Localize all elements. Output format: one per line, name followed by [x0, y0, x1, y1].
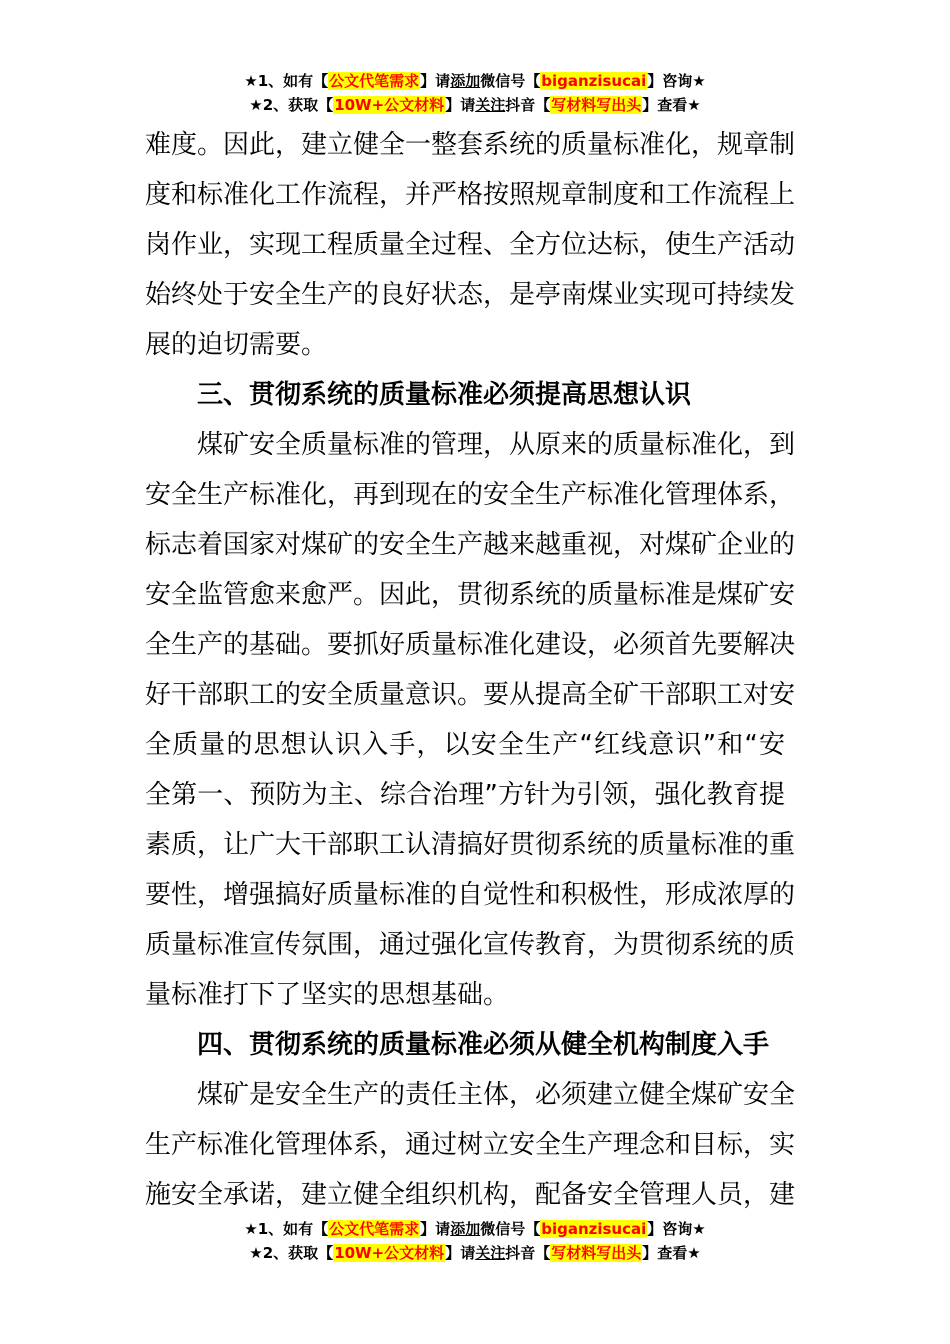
banner-underlined: 关注	[475, 96, 506, 114]
text-line: 全第一、预防为主、综合治理”方针为引领，强化教育提	[145, 780, 785, 810]
paragraph-3	[145, 1070, 796, 1220]
text-line: 量标准打下了坚实的思想基础。	[145, 980, 510, 1010]
text-line: 全生产的基础。要抓好质量标准化建设，必须首先要解决	[145, 630, 796, 660]
text-line: 生产标准化管理体系，通过树立安全生产理念和目标，实	[145, 1130, 796, 1160]
banner-highlight: 10W+公文材料	[334, 96, 445, 114]
header-banner	[0, 70, 950, 118]
text-line: 煤矿安全质量标准的管理，从原来的质量标准化，到	[197, 430, 796, 460]
section-heading-4: 四、贯彻系统的质量标准必须从健全机构制度入手	[197, 1030, 770, 1060]
banner-text: 】咨询★	[647, 72, 706, 90]
text-line: 安全监管愈来愈严。因此，贯彻系统的质量标准是煤矿安	[145, 580, 796, 610]
banner-text: ★1、如有【	[244, 72, 329, 90]
banner-text: 】请	[420, 72, 451, 90]
text-line: 标志着国家对煤矿的安全生产越来越重视，对煤矿企业的	[145, 530, 796, 560]
text-line: 始终处于安全生产的良好状态，是亭南煤业实现可持续发	[145, 280, 796, 310]
text-line: 展的迫切需要。	[145, 330, 328, 360]
banner-text: 微信号【	[480, 72, 541, 90]
banner-line-2	[0, 1242, 950, 1266]
banner-text: ★2、获取【	[249, 96, 334, 114]
banner-line-1	[0, 1218, 950, 1242]
text-line: 煤矿是安全生产的责任主体，必须建立健全煤矿安全	[197, 1080, 796, 1110]
banner-line-1	[0, 70, 950, 94]
banner-underlined: 添加	[450, 72, 481, 90]
banner-underlined: 添加	[450, 1220, 481, 1238]
banner-text: 】请	[445, 1244, 476, 1262]
banner-text: 】请	[445, 96, 476, 114]
text-line: 质量标准宣传氛围，通过强化宣传教育，为贯彻系统的质	[145, 930, 796, 960]
paragraph-1	[145, 120, 796, 370]
banner-text: 】咨询★	[647, 1220, 706, 1238]
text-line: 好干部职工的安全质量意识。要从提高全矿干部职工对安	[145, 680, 796, 710]
banner-wechat-id: biganzisucai	[541, 72, 647, 90]
section-heading-3: 三、贯彻系统的质量标准必须提高思想认识	[197, 380, 692, 410]
text-line: 全质量的思想认识入手，以安全生产“红线意识”和“安	[145, 730, 785, 760]
paragraph-2	[145, 420, 796, 1020]
banner-highlight: 10W+公文材料	[334, 1244, 445, 1262]
banner-text: 】请	[420, 1220, 451, 1238]
banner-line-2	[0, 94, 950, 118]
text-line: 度和标准化工作流程，并严格按照规章制度和工作流程上	[145, 180, 796, 210]
banner-text: 】查看★	[642, 1244, 701, 1262]
banner-highlight: 公文代笔需求	[329, 1220, 420, 1238]
text-line: 难度。因此，建立健全一整套系统的质量标准化，规章制	[145, 130, 796, 160]
banner-text: 微信号【	[480, 1220, 541, 1238]
banner-text: 抖音【	[505, 1244, 551, 1262]
banner-douyin-id: 写材料写出头	[551, 96, 642, 114]
banner-text: 】查看★	[642, 96, 701, 114]
banner-wechat-id: biganzisucai	[541, 1220, 647, 1238]
banner-douyin-id: 写材料写出头	[551, 1244, 642, 1262]
banner-text: ★1、如有【	[244, 1220, 329, 1238]
banner-underlined: 关注	[475, 1244, 506, 1262]
text-line: 素质，让广大干部职工认清搞好贯彻系统的质量标准的重	[145, 830, 796, 860]
text-line: 施安全承诺，建立健全组织机构，配备安全管理人员，建	[145, 1180, 796, 1210]
text-line: 岗作业，实现工程质量全过程、全方位达标，使生产活动	[145, 230, 796, 260]
banner-text: ★2、获取【	[249, 1244, 334, 1262]
banner-text: 抖音【	[505, 96, 551, 114]
text-line: 要性，增强搞好质量标准的自觉性和积极性，形成浓厚的	[145, 880, 796, 910]
text-line: 安全生产标准化，再到现在的安全生产标准化管理体系，	[145, 480, 796, 510]
footer-banner	[0, 1218, 950, 1266]
banner-highlight: 公文代笔需求	[329, 72, 420, 90]
document-body	[145, 120, 796, 1220]
